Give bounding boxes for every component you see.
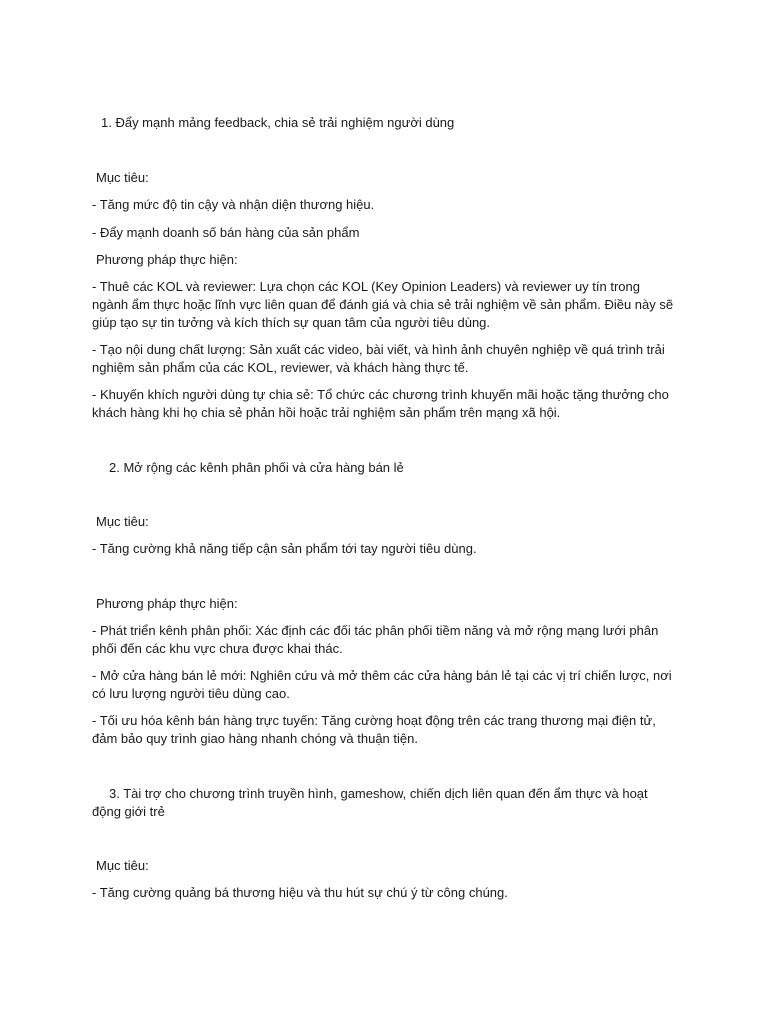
section-1-method-2: - Tạo nội dung chất lượng: Sản xuất các video, bài viết, và hình ảnh chuyên nghiệp về quá trình trải nghiệm sản phẩm của các KOL, reviewer, và khách hàng thực tế. bbox=[92, 342, 665, 375]
section-2-heading: 2. Mở rộng các kênh phân phối và cửa hàng bán lẻ bbox=[109, 460, 404, 475]
section-1-goal-2: - Đẩy mạnh doanh số bán hàng của sản phẩm bbox=[92, 225, 360, 240]
section-3-goal-label: Mục tiêu: bbox=[96, 858, 149, 873]
section-1-goal-1: - Tăng mức độ tin cậy và nhận diện thương hiệu. bbox=[92, 197, 375, 212]
section-2-method-label: Phương pháp thực hiện: bbox=[96, 596, 238, 611]
section-1-heading: 1. Đẩy mạnh mảng feedback, chia sẻ trải nghiệm người dùng bbox=[101, 115, 455, 130]
section-1-method-3: - Khuyến khích người dùng tự chia sẻ: Tổ chức các chương trình khuyến mãi hoặc tặng thưởng cho khách hàng khi họ chia sẻ phản hồi hoặc trải nghiệm sản phẩm trên mạng xã hội. bbox=[92, 387, 669, 420]
section-1-method-label: Phương pháp thực hiện: bbox=[96, 252, 238, 267]
section-3-goal-1: - Tăng cường quảng bá thương hiệu và thu hút sự chú ý từ công chúng. bbox=[92, 885, 508, 900]
section-3-heading: 3. Tài trợ cho chương trình truyền hình, gameshow, chiến dịch liên quan đến ẩm thực và hoạt động giới trẻ bbox=[92, 786, 648, 819]
section-2-goal-label: Mục tiêu: bbox=[96, 514, 149, 529]
section-1-goal-label: Mục tiêu: bbox=[96, 170, 149, 185]
section-2-method-2: - Mở cửa hàng bán lẻ mới: Nghiên cứu và mở thêm các cửa hàng bán lẻ tại các vị trí chiến lược, nơi có lưu lượng người tiêu dùng cao. bbox=[92, 668, 672, 701]
section-2-method-3: - Tối ưu hóa kênh bán hàng trực tuyến: Tăng cường hoạt động trên các trang thương mại điện tử, đảm bảo quy trình giao hàng nhanh chóng và thuận tiện. bbox=[92, 713, 656, 746]
section-1-method-1: - Thuê các KOL và reviewer: Lựa chọn các KOL (Key Opinion Leaders) và reviewer uy tín trong ngành ẩm thực hoặc lĩnh vực liên quan để đánh giá và chia sẻ trải nghiệm về sản phẩm. Điều này sẽ giúp tạo sự tin tưởng và kích thích sự quan tâm của người tiêu dùng. bbox=[92, 279, 674, 330]
section-2-method-1: - Phát triển kênh phân phối: Xác định các đối tác phân phối tiềm năng và mở rộng mạng lưới phân phối đến các khu vực chưa được khai thác. bbox=[92, 623, 659, 656]
section-2-goal-1: - Tăng cường khả năng tiếp cận sản phẩm tới tay người tiêu dùng. bbox=[92, 541, 477, 556]
